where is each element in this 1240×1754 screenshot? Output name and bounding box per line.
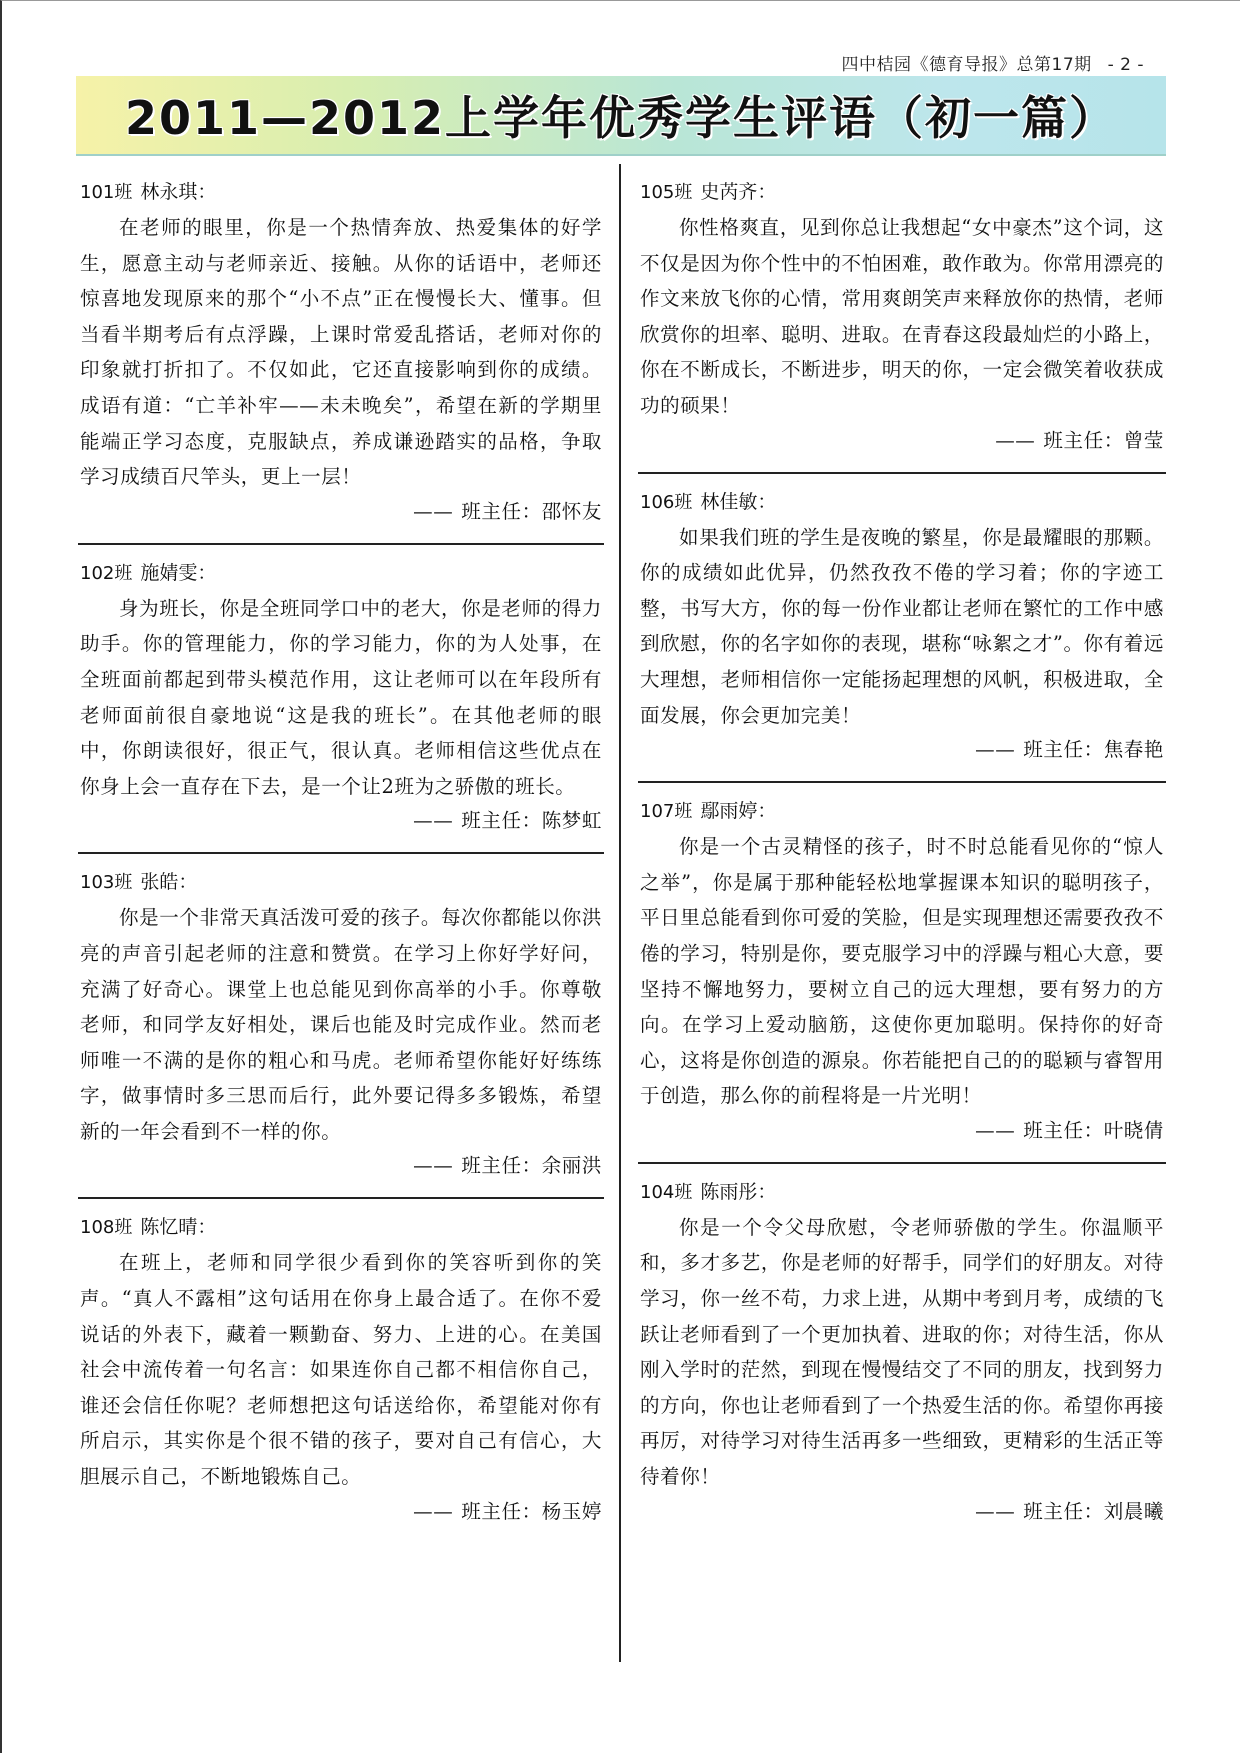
signature (80, 1495, 602, 1529)
comment-text: 如果我们班的学生是夜晚的繁星，你是最耀眼的那颗。你的成绩如此优异，仍然孜孜不倦的学习着；你的字迹工整，书写大方，你的每一份作业都让老师在繁忙的工作中感到欣慰，你的名字如你的表现，堪称“咏絮之才”。你有着远大理想，老师相信你一定能扬起理想的风帆，积极进取，全面发展，你会更加完美！ (640, 525, 1164, 727)
teacher-name: 班主任：邵怀友 (461, 499, 602, 523)
class-number: 105班 (640, 182, 693, 203)
entry-heading (80, 178, 602, 207)
running-head (842, 50, 1144, 75)
teacher-name: 班主任：刘晨曦 (1023, 1499, 1164, 1523)
comment-entry (638, 783, 1166, 1164)
comment-entry (78, 545, 604, 855)
teacher-name: 班主任：余丽洪 (461, 1154, 602, 1178)
comment-entry (638, 474, 1166, 784)
signature (640, 733, 1164, 767)
comment-text: 身为班长，你是全班同学口中的老大，你是老师的得力助手。你的管理能力，你的学习能力，你的为人处事，在全班面前都起到带头模范作用，这让老师可以在年段所有老师面前很自豪地说“这是我的班长”。在其他老师的眼中，你朗读很好，很正气，很认真。老师相信这些优点在你身上会一直存在下去，是一个让2班为之骄傲的班长。 (80, 596, 602, 798)
comment-entry (638, 1164, 1166, 1543)
signature-dash: —— (975, 738, 1016, 762)
student-name: 陈雨彤： (700, 1180, 777, 1203)
signature-dash: —— (413, 1154, 454, 1178)
teacher-name: 班主任：杨玉婷 (461, 1499, 602, 1523)
teacher-name: 班主任：陈梦虹 (461, 809, 602, 833)
comment-text: 在班上，老师和同学很少看到你的笑容听到你的笑声。“真人不露相”这句话用在你身上最合适了。在你不爱说话的外表下，藏着一颗勤奋、努力、上进的心。在美国社会中流传着一句名言：如果连你自己都不相信你自己，谁还会信任你呢？老师想把这句话送给你，希望能对你有所启示，其实你是个很不错的孩子，要对自己有信心，大胆展示自己，不断地锻炼自己。 (80, 1251, 602, 1489)
newsletter-issue: 四中桔园《德育导报》总第17期 (841, 55, 1092, 75)
teacher-name: 班主任：曾莹 (1043, 428, 1164, 452)
page-number: - 2 - (1107, 55, 1144, 75)
entry-heading (640, 178, 1164, 207)
comment-entry (78, 164, 604, 545)
comment-text: 你是一个古灵精怪的孩子，时不时总能看见你的“惊人之举”，你是属于那种能轻松地掌握课本知识的聪明孩子，平日里总能看到你可爱的笑脸，但是实现理想还需要孜孜不倦的学习，特别是你，要克服学习中的浮躁与粗心大意，要坚持不懈地努力，要树立自己的远大理想，要有努力的方向。在学习上爱动脑筋，这使你更加聪明。保持你的好奇心，这将是你创造的源泉。你若能把自己的的聪颖与睿智用于创造，那么你的前程将是一片光明！ (640, 835, 1164, 1108)
class-number: 107班 (640, 801, 693, 823)
student-name: 张皓： (140, 871, 198, 894)
student-name: 林永琪： (140, 181, 217, 203)
signature-dash: —— (413, 499, 454, 523)
student-name: 史芮齐： (700, 181, 777, 203)
signature-dash: —— (975, 1499, 1016, 1523)
entry-heading (80, 1213, 602, 1242)
signature-dash: —— (975, 1118, 1016, 1142)
left-column (78, 164, 604, 1543)
teacher-name: 班主任：叶晓倩 (1023, 1118, 1164, 1142)
signature (80, 495, 602, 529)
class-number: 106班 (640, 491, 693, 513)
signature (640, 1114, 1164, 1148)
comment-text: 在老师的眼里，你是一个热情奔放、热爱集体的好学生，愿意主动与老师亲近、接触。从你的话语中，老师还惊喜地发现原来的那个“小不点”正在慢慢长大、懂事。但当看半期考后有点浮躁，上课时常爱乱搭话，老师对你的印象就打折扣了。不仅如此，它还直接影响到你的成绩。成语有道：“亡羊补牢——未未晚矣”，希望在新的学期里能端正学习态度，克服缺点，养成谦逊踏实的品格，争取学习成绩百尺竿头，更上一层！ (80, 216, 602, 489)
comment-text: 你是一个非常天真活泼可爱的孩子。每次你都能以你洪亮的声音引起老师的注意和赞赏。在学习上你好学好问，充满了好奇心。课堂上也总能见到你高举的小手。你尊敬老师，和同学友好相处，课后也能及时完成作业。然而老师唯一不满的是你的粗心和马虎。老师希望你能好好练练字，做事情时多三思而后行，此外要记得多多锻炼，希望新的一年会看到不一样的你。 (80, 906, 602, 1143)
signature (80, 804, 602, 838)
right-column (638, 164, 1166, 1543)
signature-dash: —— (995, 428, 1036, 452)
page-title: 2011—2012上学年优秀学生评语（初一篇） (124, 91, 1118, 145)
student-name: 林佳敏： (700, 490, 777, 513)
entry-heading (640, 797, 1164, 826)
signature-dash: —— (413, 1499, 454, 1523)
student-name: 陈忆晴： (140, 1216, 217, 1239)
comment-entry (78, 1199, 604, 1542)
entry-heading (80, 868, 602, 897)
column-divider (619, 164, 621, 1662)
class-number: 101班 (80, 182, 133, 203)
class-number: 108班 (80, 1217, 133, 1239)
title-banner (76, 76, 1166, 156)
signature (80, 1149, 602, 1183)
comment-entry (78, 854, 604, 1199)
signature-dash: —— (413, 809, 454, 833)
entry-heading (640, 1178, 1164, 1207)
entry-heading (640, 488, 1164, 517)
comment-text: 你是一个令父母欣慰，令老师骄傲的学生。你温顺平和，多才多艺，你是老师的好帮手，同学们的好朋友。对待学习，你一丝不苟，力求上进，从期中考到月考，成绩的飞跃让老师看到了一个更加执着、进取的你；对待生活，你从刚入学时的茫然，到现在慢慢结交了不同的朋友，找到努力的方向，你也让老师看到了一个热爱生活的你。希望你再接再厉，对待学习对待生活再多一些细致，更精彩的生活正等待着你！ (640, 1215, 1164, 1489)
student-name: 鄢雨婷： (700, 800, 777, 823)
comment-entry (638, 164, 1166, 474)
signature (640, 1495, 1164, 1529)
signature (640, 424, 1164, 458)
entry-heading (80, 559, 602, 588)
class-number: 102班 (80, 562, 133, 584)
teacher-name: 班主任：焦春艳 (1023, 738, 1164, 762)
comment-text: 你性格爽直，见到你总让我想起“女中豪杰”这个词，这不仅是因为你个性中的不怕困难，敢作敢为。你常用漂亮的作文来放飞你的心情，常用爽朗笑声来释放你的热情，老师欣赏你的坦率、聪明、进取。在青春这段最灿烂的小路上，你在不断成长，不断进步，明天的你，一定会微笑着收获成功的硕果！ (640, 216, 1164, 417)
student-name: 施婧雯： (140, 561, 217, 584)
class-number: 104班 (640, 1181, 693, 1203)
class-number: 103班 (80, 872, 133, 894)
